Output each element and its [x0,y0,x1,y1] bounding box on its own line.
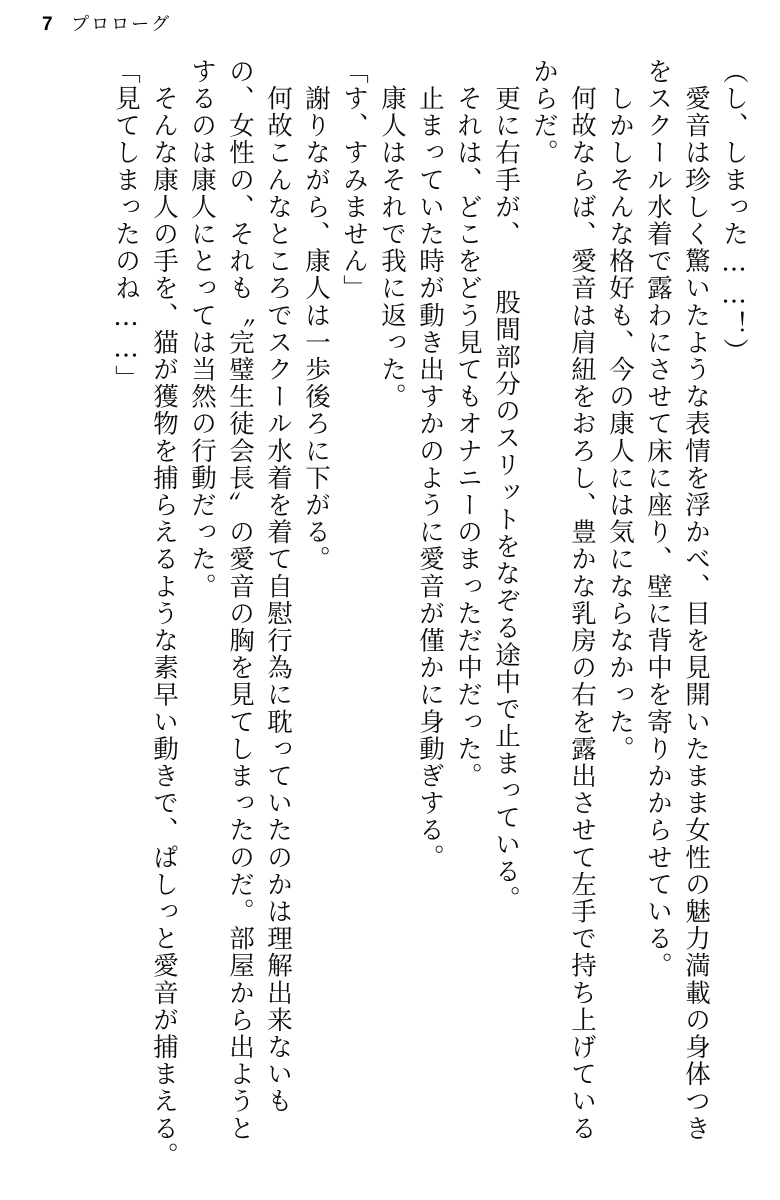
text-line: それは、どこをどう見てもオナニーのまっただ中だった。 [453,58,483,790]
chapter-title: プロローグ [71,14,172,34]
running-head [42,10,171,36]
text-line: しかしそんな格好も、今の康人には気にならなかった。 [605,58,635,763]
text-line: をスクール水着で露わにさせて床に座り、壁に背中を寄りかからせている。 [643,58,673,980]
text-line: 「見てしまったのね……」 [111,58,141,393]
page-number: 7 [42,14,54,35]
text-line: 更に右手が、 股間部分のスリットをなぞる途中で止まっている。 [491,58,521,913]
body-text [40,58,749,1192]
text-line: そんな康人の手を、猫が獲物を捕らえるような素早い動きで、ぱしっと愛音が捕まえる。 [149,58,179,1170]
text-line: 何故ならば、愛音は肩紐をおろし、豊かな乳房の右を露出させて左手で持ち上げている [567,58,597,1142]
text-line: （し、しまった……！） [719,58,749,366]
text-line: の、女性の、それも〝完璧生徒会長〟の愛音の胸を見てしまったのだ。部屋から出ようと [225,58,255,1142]
text-line: 康人はそれで我に返った。 [377,58,407,411]
text-line: するのは康人にとっては当然の行動だった。 [187,58,217,600]
text-line: からだ。 [529,58,559,167]
text-line: 愛音は珍しく驚いたような表情を浮かべ、目を見開いたまま女性の魅力満載の身体つき [681,58,711,1142]
text-line: 何故こんなところでスクール水着を着て自慰行為に耽っていたのかは理解出来ないも [263,58,293,1115]
text-line: 謝りながら、康人は一歩後ろに下がる。 [301,58,331,573]
text-line: 「す、すみません」 [339,58,369,302]
text-line: 止まっていた時が動き出すかのように愛音が僅かに身動ぎする。 [415,58,445,871]
